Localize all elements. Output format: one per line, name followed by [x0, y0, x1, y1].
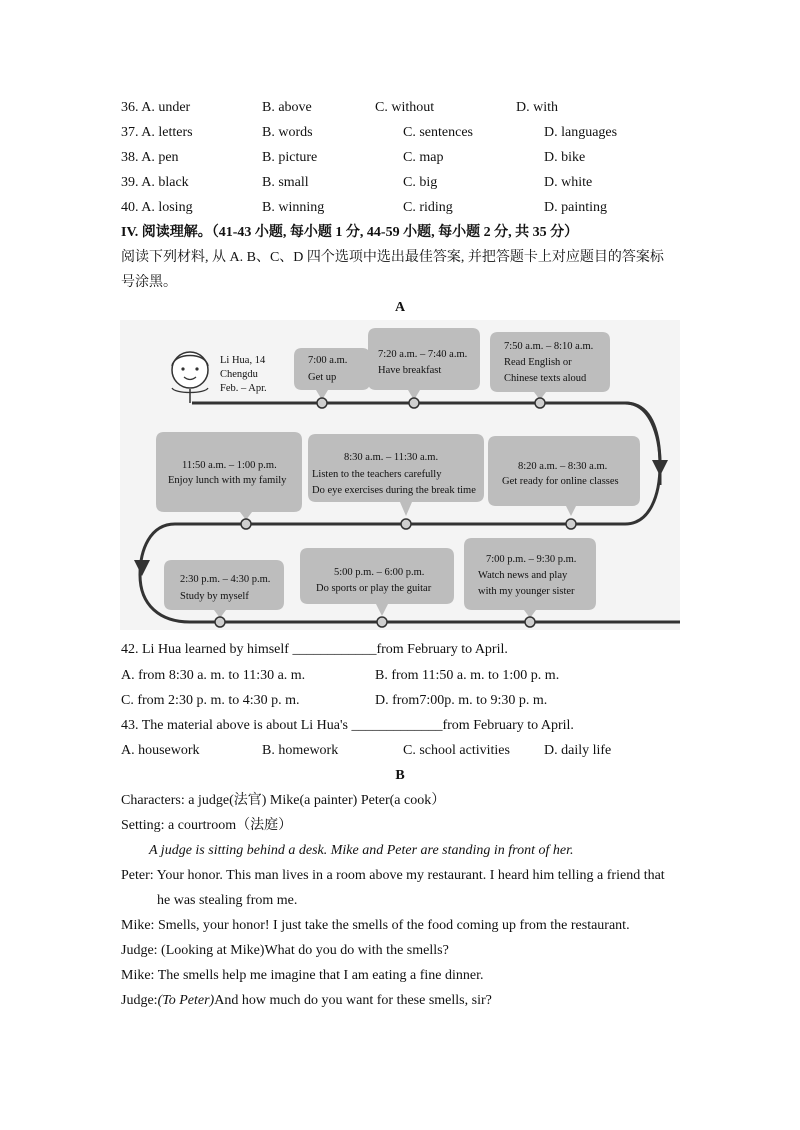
q36-option-b: B. above	[262, 100, 312, 115]
q42-stem: 42. Li Hua learned by himself ____________from February to April.	[121, 642, 508, 657]
q38-option-b: B. picture	[262, 150, 318, 165]
q36-option-c: C. without	[375, 100, 435, 115]
q39-option-b: B. small	[262, 175, 309, 190]
schedule-figure	[120, 320, 680, 630]
passage-b-stage-direction: A judge is sitting behind a desk. Mike and Peter are standing in front of her.	[149, 843, 574, 858]
section-instruction-line-2: 号涂黑。	[121, 275, 177, 290]
timeline-dot-5	[401, 519, 411, 529]
q43-option-c: C. school activities	[403, 743, 510, 758]
q42-option-d: D. from7:00p. m. to 9:30 p. m.	[375, 693, 548, 708]
svg-text:7:00 a.m.: 7:00 a.m.	[308, 355, 348, 366]
person-period: Feb. – Apr.	[220, 383, 267, 394]
q37-option-d: D. languages	[544, 125, 618, 140]
q43-stem: 43. The material above is about Li Hua's _____________from February to April.	[121, 718, 574, 733]
dialogue-line-5-speaker: Judge:	[121, 993, 158, 1008]
svg-text:Have breakfast: Have breakfast	[378, 365, 442, 376]
q39-option-d: D. white	[544, 175, 593, 190]
passage-a-label: A	[394, 300, 406, 315]
svg-text:7:20 a.m. – 7:40 a.m.: 7:20 a.m. – 7:40 a.m.	[378, 349, 468, 360]
q40-option-c: C. riding	[403, 200, 453, 215]
svg-text:with my younger sister: with my younger sister	[478, 586, 575, 597]
dialogue-line-4: Mike: The smells help me imagine that I am eating a fine dinner.	[121, 968, 484, 983]
bubble-lunch	[156, 432, 302, 520]
schedule-diagram	[120, 320, 680, 630]
svg-text:Enjoy lunch with my family: Enjoy lunch with my family	[168, 475, 287, 486]
svg-text:Study by myself: Study by myself	[180, 591, 249, 602]
svg-text:Get ready for online classes: Get ready for online classes	[502, 476, 619, 487]
section-instruction-line-1: 阅读下列材料, 从 A. B、C、D 四个选项中选出最佳答案, 并把答题卡上对应题目的答案标	[121, 250, 664, 265]
q38-option-a: 38. A. pen	[121, 150, 179, 165]
q40-option-a: 40. A. losing	[121, 200, 193, 215]
svg-text:Do eye exercises during the br: Do eye exercises during the break time	[312, 485, 476, 496]
q43-option-b: B. homework	[262, 743, 339, 758]
q40-option-b: B. winning	[262, 200, 325, 215]
q37-option-c: C. sentences	[403, 125, 473, 140]
svg-text:Watch news and play: Watch news and play	[478, 570, 568, 581]
q39-option-c: C. big	[403, 175, 438, 190]
timeline-dot-2	[409, 398, 419, 408]
svg-text:2:30 p.m. – 4:30 p.m.: 2:30 p.m. – 4:30 p.m.	[180, 574, 271, 585]
svg-text:7:50 a.m. – 8:10 a.m.: 7:50 a.m. – 8:10 a.m.	[504, 341, 594, 352]
svg-text:8:30 a.m. – 11:30 a.m.: 8:30 a.m. – 11:30 a.m.	[344, 452, 439, 463]
q38-option-d: D. bike	[544, 150, 586, 165]
dialogue-line-3: Judge: (Looking at Mike)What do you do with the smells?	[121, 943, 449, 958]
svg-text:11:50 a.m. – 1:00 p.m.: 11:50 a.m. – 1:00 p.m.	[182, 460, 277, 471]
bubble-read-aloud	[490, 332, 610, 400]
svg-text:Listen to the teachers careful: Listen to the teachers carefully	[312, 469, 442, 480]
q37-option-a: 37. A. letters	[121, 125, 193, 140]
timeline-dot-4	[566, 519, 576, 529]
bubble-breakfast	[368, 328, 480, 400]
svg-text:Read English or: Read English or	[504, 357, 572, 368]
passage-b-characters: Characters: a judge(法官) Mike(a painter) Peter(a cook）	[121, 793, 446, 808]
passage-b-setting: Setting: a courtroom（法庭）	[121, 818, 293, 833]
passage-b-label: B	[395, 768, 405, 783]
dialogue-line-1-cont: he was stealing from me.	[157, 893, 298, 908]
dialogue-line-2: Mike: Smells, your honor! I just take the smells of the food coming up from the restaurant.	[121, 918, 630, 933]
svg-text:8:20 a.m. – 8:30 a.m.: 8:20 a.m. – 8:30 a.m.	[518, 461, 608, 472]
q42-option-b: B. from 11:50 a. m. to 1:00 p. m.	[375, 668, 560, 683]
section-heading: IV. 阅读理解。（41-43 小题, 每小题 1 分, 44-59 小题, 每小题 2 分, 共 35 分）	[121, 225, 579, 240]
q42-option-c: C. from 2:30 p. m. to 4:30 p. m.	[121, 693, 300, 708]
timeline-dot-3	[535, 398, 545, 408]
timeline-dot-7	[215, 617, 225, 627]
dialogue-line-1: Peter: Your honor. This man lives in a room above my restaurant. I heard him telling a friend that	[121, 868, 665, 883]
timeline-dot-6	[241, 519, 251, 529]
q37-option-b: B. words	[262, 125, 313, 140]
q42-option-a: A. from 8:30 a. m. to 11:30 a. m.	[121, 668, 306, 683]
q40-option-d: D. painting	[544, 200, 607, 215]
q36-option-a: 36. A. under	[121, 100, 191, 115]
bubble-online-classes	[488, 436, 640, 516]
person-name: Li Hua, 14	[220, 355, 266, 366]
bubble-news-sister	[464, 538, 596, 618]
dialogue-line-5-direction: (To Peter)	[157, 993, 215, 1008]
svg-text:Chinese texts aloud: Chinese texts aloud	[504, 373, 587, 384]
dialogue-line-5	[121, 992, 492, 1010]
timeline-dot-1	[317, 398, 327, 408]
timeline-dot-9	[525, 617, 535, 627]
svg-text:Get up: Get up	[308, 372, 337, 383]
q39-option-a: 39. A. black	[121, 175, 189, 190]
q36-option-d: D. with	[516, 100, 558, 115]
q43-option-a: A. housework	[121, 743, 200, 758]
person-city: Chengdu	[220, 369, 258, 380]
dialogue-line-5-text: And how much do you want for these smells, sir?	[214, 993, 492, 1008]
svg-text:Do sports or play the guitar: Do sports or play the guitar	[316, 583, 432, 594]
svg-text:7:00 p.m. – 9:30 p.m.: 7:00 p.m. – 9:30 p.m.	[486, 554, 577, 565]
svg-text:5:00 p.m. – 6:00 p.m.: 5:00 p.m. – 6:00 p.m.	[334, 567, 425, 578]
q43-option-d: D. daily life	[544, 743, 612, 758]
timeline-dot-8	[377, 617, 387, 627]
bubble-study-myself	[164, 560, 284, 618]
q38-option-c: C. map	[403, 150, 444, 165]
